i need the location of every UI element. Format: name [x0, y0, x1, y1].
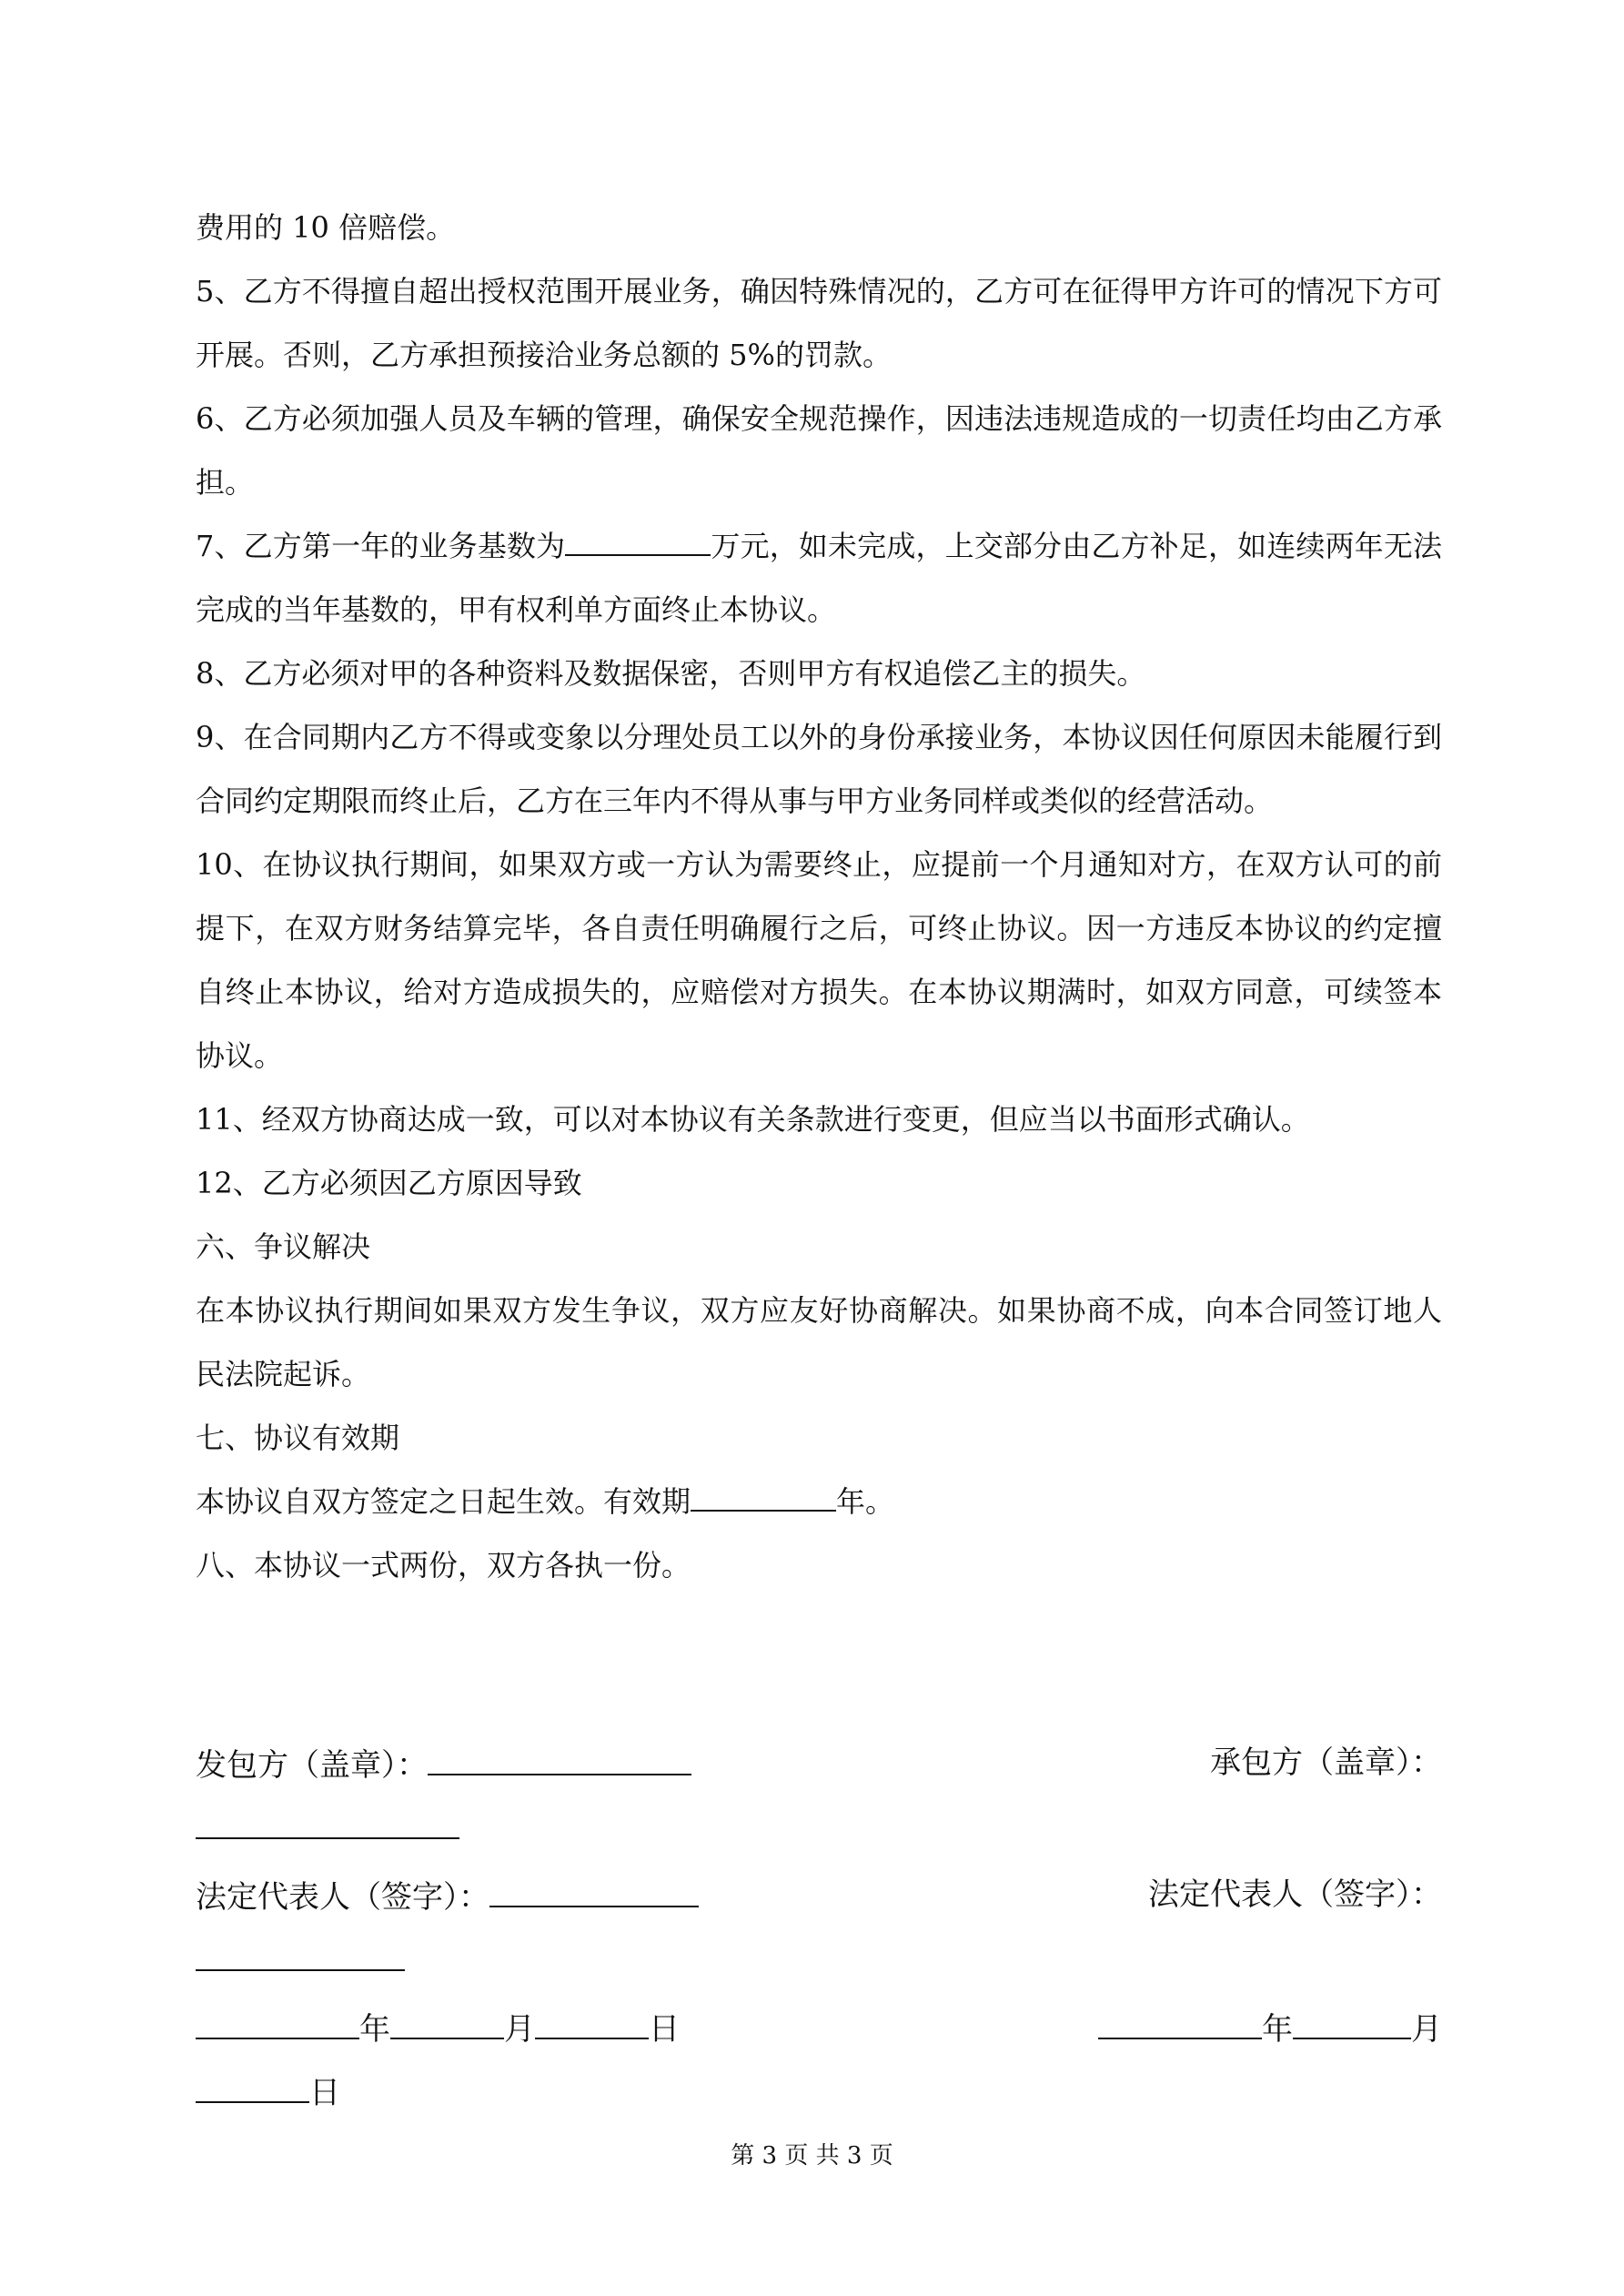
left-representative [196, 1875, 699, 1917]
rep-right-label: 法定代表人（签字）： [1148, 1876, 1442, 1913]
date-row [196, 2007, 1442, 2047]
contractor-seal-line [196, 1806, 459, 1839]
rep-left-line [489, 1875, 699, 1907]
section-6-heading: 六、争议解决 [196, 1229, 371, 1264]
clause-7 [196, 514, 1442, 642]
issuer-seal-line [428, 1743, 691, 1775]
validity-years-blank [691, 1479, 836, 1512]
rep-right-line [196, 1938, 405, 1971]
signature-row-contractor-line [196, 1806, 1442, 1846]
date-row-continuation [196, 2070, 1442, 2110]
section-8-heading: 八、本协议一式两份，双方各执一份。 [196, 1548, 691, 1583]
clause-7-text-b: 万元，如未完成，上交部分由乙方补足，如连续两年无法完成的当年基数的，甲有权利单方面终止本协议。 [196, 529, 1442, 627]
clause-8: 8、乙方必须对甲的各种资料及数据保密，否则甲方有权追偿乙主的损失。 [196, 656, 1146, 691]
left-day-label: 日 [649, 2011, 680, 2048]
left-month-label: 月 [504, 2011, 535, 2048]
signature-row-issuer [196, 1743, 1442, 1783]
clause-12: 12、乙方必须因乙方原因导致 [196, 1166, 582, 1200]
section-7-text-a: 本协议自双方签定之日起生效。有效期 [196, 1484, 691, 1519]
clause-5: 5、乙方不得擅自超出授权范围开展业务，确因特殊情况的，乙方可在征得甲方许可的情况下方可开展。否则，乙方承担预接洽业务总额的 5%的罚款。 [196, 274, 1442, 372]
page-footer: 第 3 页 共 3 页 [731, 2142, 893, 2170]
signature-row-rep-right-line [196, 1938, 1442, 1978]
clause-11: 11、经双方协商达成一致，可以对本协议有关条款进行变更，但应当以书面形式确认。 [196, 1102, 1310, 1137]
section-7-heading: 七、协议有效期 [196, 1421, 400, 1455]
section-7-text-b: 年。 [836, 1484, 895, 1519]
section-6-body: 在本协议执行期间如果双方发生争议，双方应友好协商解决。如果协商不成，向本合同签订地人民法院起诉。 [196, 1293, 1442, 1391]
business-base-blank [565, 523, 711, 556]
clause-7-text-a: 7、乙方第一年的业务基数为 [196, 529, 566, 563]
paragraph-continuation: 费用的 10 倍赔偿。 [196, 210, 456, 245]
right-day-label: 日 [309, 2075, 340, 2111]
issuer-seal [196, 1743, 691, 1785]
signature-row-representative [196, 1875, 1442, 1915]
issuer-label: 发包方（盖章）： [196, 1747, 428, 1784]
right-date [1098, 2007, 1442, 2049]
clause-10: 10、在协议执行期间，如果双方或一方认为需要终止，应提前一个月通知对方，在双方认可的前提下，在双方财务结算完毕，各自责任明确履行之后，可终止协议。因一方违反本协议的约定擅自终止本协议，给对方造成损失的，应赔偿对方损失。在本协议期满时，如双方同意，可续签本协议。 [196, 847, 1442, 1073]
right-month-label: 月 [1411, 2011, 1442, 2048]
contractor-label: 承包方（盖章）： [1210, 1745, 1442, 1781]
contract-body [196, 196, 1442, 1597]
clause-6: 6、乙方必须加强人员及车辆的管理，确保安全规范操作，因违法违规造成的一切责任均由乙方承担。 [196, 401, 1442, 500]
clause-9: 9、在合同期内乙方不得或变象以分理处员工以外的身份承接业务，本协议因任何原因未能履行到合同约定期限而终止后，乙方在三年内不得从事与甲方业务同样或类似的经营活动。 [196, 720, 1442, 818]
left-year-label: 年 [359, 2011, 390, 2048]
right-year-label: 年 [1262, 2011, 1293, 2048]
rep-left-label: 法定代表人（签字）： [196, 1879, 489, 1916]
left-date [196, 2007, 680, 2049]
section-7-body [196, 1470, 1442, 1533]
